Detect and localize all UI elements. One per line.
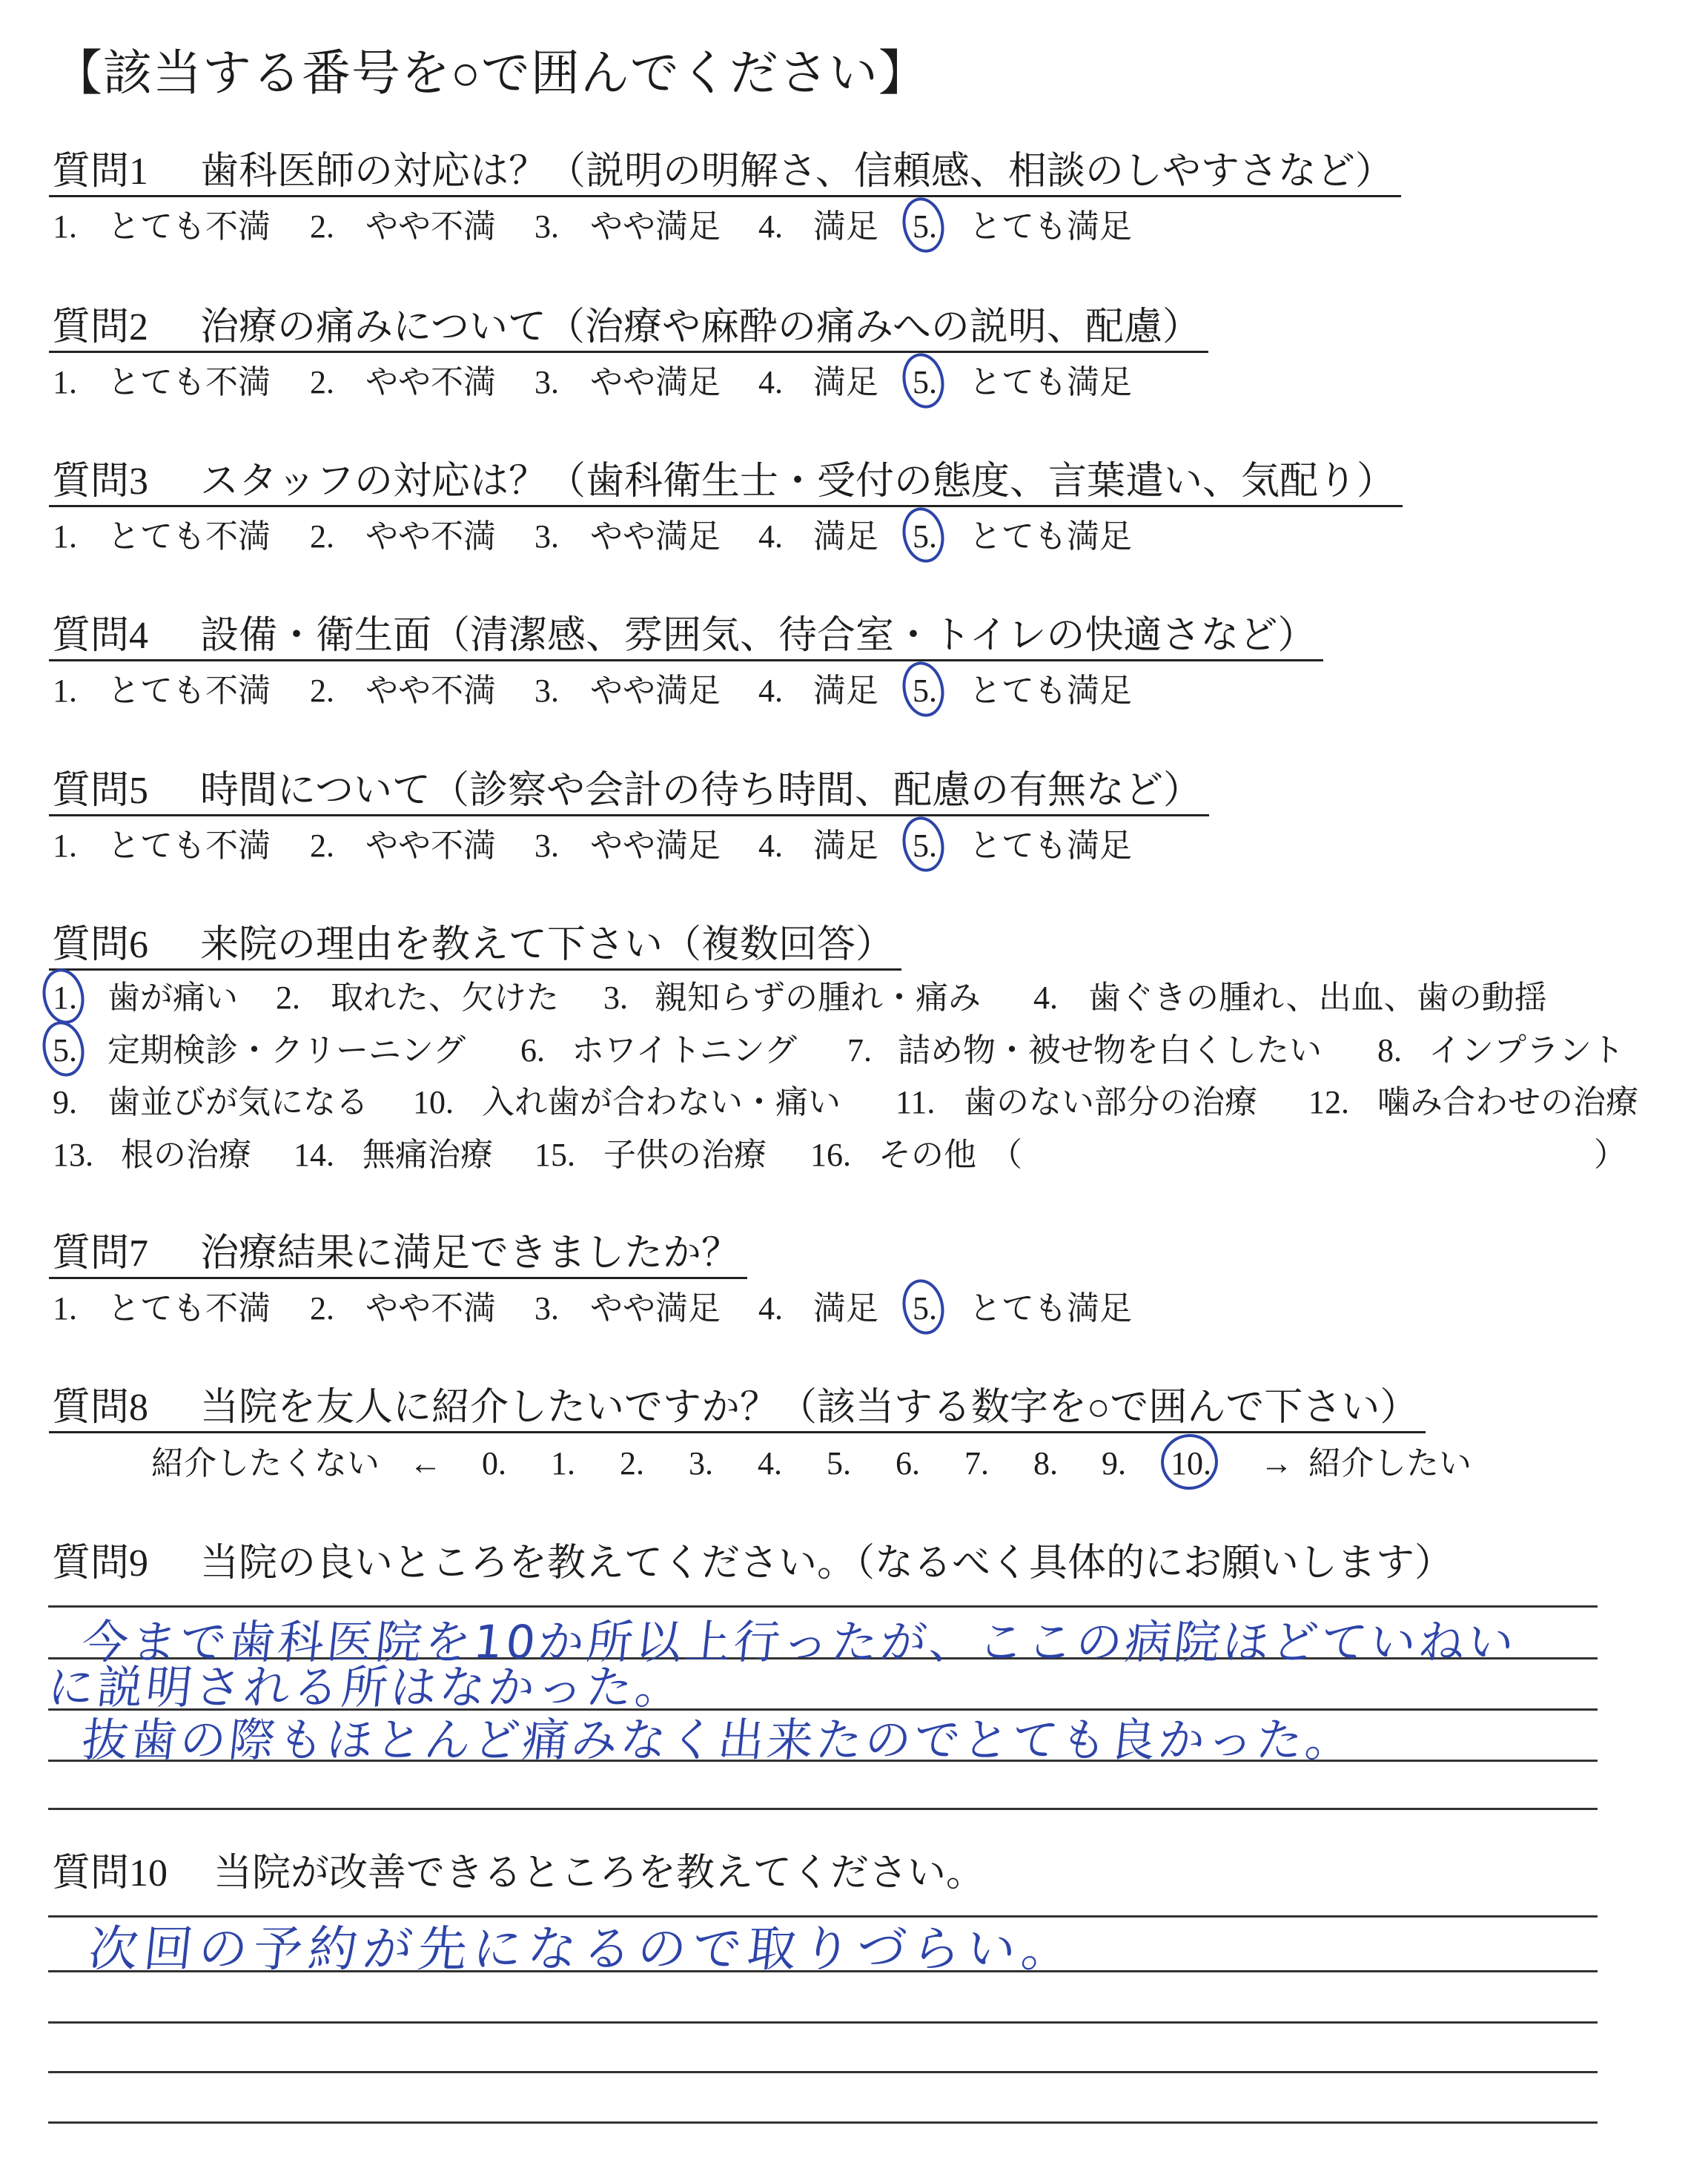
option-4-number: 4. — [758, 673, 783, 709]
scale-0: 0. — [482, 1445, 506, 1482]
question-number: 質問7 — [52, 1232, 149, 1275]
form-title: 【該当する番号を○で囲んでください】 — [53, 47, 928, 101]
question-10 — [0, 1851, 1708, 1978]
option-2-label: やや不満 — [365, 518, 496, 555]
rating-options — [0, 671, 1708, 710]
question-text: 治療の痛みについて（治療や麻酔の痛みへの説明、配慮） — [200, 306, 1201, 349]
reason-4-label: 歯ぐきの腫れ、出血、歯の動揺 — [1088, 980, 1547, 1016]
scale-8: 8. — [1033, 1445, 1058, 1482]
option-5-number: 5. — [913, 364, 937, 400]
question-1 — [0, 149, 1708, 245]
scale-right-label: 紹介したい — [1308, 1445, 1472, 1482]
option-3-number: 3. — [534, 673, 559, 709]
reason-14-label: 無痛治療 — [363, 1137, 493, 1173]
question-7 — [0, 1231, 1708, 1327]
option-3-number: 3. — [534, 364, 559, 400]
option-5-number: 5. — [913, 1290, 937, 1327]
question-number: 質問2 — [52, 306, 149, 349]
question-heading — [49, 1385, 1426, 1433]
reason-11-label: 歯のない部分の治療 — [964, 1084, 1257, 1120]
option-3-number: 3. — [534, 518, 559, 555]
scale-2: 2. — [620, 1445, 644, 1482]
option-2-label: やや不満 — [365, 364, 496, 400]
option-4-number: 4. — [758, 1290, 783, 1327]
option-5-label: とても満足 — [969, 673, 1132, 709]
option-1-number: 1. — [53, 673, 77, 709]
option-2-number: 2. — [310, 828, 334, 864]
option-3-number: 3. — [534, 828, 559, 864]
option-1-number: 1. — [53, 518, 77, 555]
option-3-label: やや満足 — [590, 208, 721, 245]
question-text: 当院が改善できるところを教えてください。 — [214, 1852, 985, 1895]
option-1-label: とても不満 — [107, 518, 271, 555]
reason-8-label: インプラント — [1429, 1032, 1624, 1069]
option-4-number: 4. — [758, 364, 783, 400]
reason-6-number: 6. — [520, 1032, 545, 1069]
reason-2-label: 取れた、欠けた — [331, 980, 559, 1016]
reason-12-number: 12. — [1308, 1084, 1349, 1120]
reason-options-row-4 — [0, 1135, 1708, 1175]
reason-10-number: 10. — [413, 1084, 454, 1120]
option-1-number: 1. — [53, 208, 77, 245]
option-2-label: やや不満 — [365, 1290, 496, 1327]
reason-12-label: 噛み合わせの治療 — [1377, 1084, 1638, 1120]
question-number: 質問5 — [52, 770, 149, 812]
option-2-number: 2. — [310, 673, 334, 709]
question-text: 時間について（診察や会計の待ち時間、配慮の有無など） — [200, 770, 1202, 812]
question-number: 質問3 — [52, 460, 149, 503]
ruled-line — [48, 1915, 1598, 1918]
reason-13-label: 根の治療 — [121, 1137, 251, 1173]
reason-10-label: 入れ歯が合わない・痛い — [482, 1084, 841, 1120]
question-text: 当院を友人に紹介したいですか？（該当する数字を○で囲んで下さい） — [200, 1387, 1419, 1429]
question-text: 設備・衛生面（清潔感、雰囲気、待合室・トイレの快適さなど） — [200, 615, 1317, 657]
option-5-number: 5. — [913, 828, 937, 864]
option-3-label: やや満足 — [590, 673, 721, 709]
option-1-label: とても不満 — [107, 364, 271, 400]
question-heading — [49, 1231, 747, 1279]
option-1-number: 1. — [53, 828, 77, 864]
scale-7: 7. — [964, 1445, 989, 1482]
option-4-label: 満足 — [813, 828, 878, 864]
option-1-label: とても不満 — [107, 673, 271, 709]
reason-3-label: 親知らずの腫れ・痛み — [655, 980, 981, 1016]
option-5-number: 5. — [913, 518, 937, 555]
question-number: 質問6 — [52, 924, 149, 966]
reason-7-label: 詰め物・被せ物を白くしたい — [898, 1032, 1322, 1069]
option-5-label: とても満足 — [969, 364, 1132, 400]
rating-options — [0, 517, 1708, 556]
option-4-number: 4. — [758, 828, 783, 864]
scale-9: 9. — [1102, 1445, 1126, 1482]
question-number: 質問1 — [52, 151, 149, 193]
reason-16-label: その他 — [878, 1137, 976, 1173]
reason-options-row-3 — [0, 1083, 1708, 1122]
scale-5: 5. — [827, 1445, 851, 1482]
option-2-label: やや不満 — [365, 673, 496, 709]
handwritten-answer-line-3: 抜歯の際もほとんど痛みなく出来たのでとても良かった。 — [79, 1713, 1357, 1767]
option-2-number: 2. — [310, 518, 334, 555]
question-heading — [49, 613, 1323, 661]
question-heading — [49, 1851, 992, 1897]
option-5-number: 5. — [913, 208, 937, 245]
ruled-line — [48, 2121, 1598, 2124]
reason-1-number: 1. — [53, 980, 77, 1016]
rating-options — [0, 1289, 1708, 1328]
reason-5-number: 5. — [53, 1032, 77, 1069]
question-5 — [0, 768, 1708, 864]
question-heading — [49, 149, 1401, 197]
question-heading — [49, 922, 901, 971]
question-number: 質問8 — [52, 1387, 149, 1429]
ruled-line — [48, 2071, 1598, 2073]
reason-7-number: 7. — [847, 1032, 872, 1069]
reason-15-number: 15. — [534, 1137, 575, 1173]
option-3-label: やや満足 — [590, 518, 721, 555]
option-4-label: 満足 — [813, 208, 878, 245]
option-2-number: 2. — [310, 1290, 334, 1327]
question-text: 治療結果に満足できましたか？ — [200, 1232, 741, 1275]
question-text: 当院の良いところを教えてください。（なるべく具体的にお願いします） — [200, 1542, 1454, 1585]
option-1-number: 1. — [53, 1290, 77, 1327]
question-text: スタッフの対応は？（歯科衛生士・受付の態度、言葉遣い、気配り） — [200, 460, 1396, 503]
ruled-line — [48, 1808, 1598, 1810]
option-4-label: 満足 — [813, 673, 878, 709]
scale-6: 6. — [896, 1445, 920, 1482]
question-3 — [0, 459, 1708, 555]
other-open-paren: （ — [990, 1137, 1022, 1173]
rating-options — [0, 826, 1708, 865]
rating-options — [0, 207, 1708, 246]
question-number: 質問10 — [52, 1852, 168, 1895]
other-close-paren: ） — [1594, 1137, 1626, 1173]
question-text: 来院の理由を教えて下さい（複数回答） — [200, 924, 895, 966]
option-1-label: とても不満 — [107, 828, 271, 864]
option-5-label: とても満足 — [969, 208, 1132, 245]
question-6 — [0, 922, 1708, 1173]
option-1-label: とても不満 — [107, 208, 271, 245]
question-heading — [49, 768, 1209, 816]
reason-options-row-1 — [0, 978, 1708, 1017]
handwritten-answer-line-1: 今まで歯科医院を10か所以上行ったが、ここの病院ほどていねい — [79, 1615, 1520, 1669]
left-arrow-icon: ← — [409, 1445, 442, 1482]
handwritten-answer-line-1: 次回の予約が先になるので取りづらい。 — [86, 1920, 1080, 1978]
ruled-line — [48, 2021, 1598, 2024]
question-number: 質問4 — [52, 615, 149, 657]
question-heading — [49, 459, 1403, 507]
recommend-scale — [0, 1444, 1708, 1483]
reason-14-number: 14. — [294, 1137, 334, 1173]
question-heading — [49, 1541, 1460, 1587]
option-4-label: 満足 — [813, 1290, 878, 1327]
option-2-number: 2. — [310, 364, 334, 400]
option-3-label: やや満足 — [590, 1290, 721, 1327]
right-arrow-icon: → — [1260, 1445, 1293, 1482]
handwritten-answer-line-2: に説明される所はなかった。 — [45, 1660, 687, 1714]
scale-4: 4. — [758, 1445, 782, 1482]
reason-options-row-2 — [0, 1031, 1708, 1070]
option-5-label: とても満足 — [969, 828, 1132, 864]
reason-11-number: 11. — [896, 1084, 936, 1120]
reason-3-number: 3. — [603, 980, 628, 1016]
option-3-number: 3. — [534, 1290, 559, 1327]
option-2-number: 2. — [310, 208, 334, 245]
reason-1-label: 歯が痛い — [107, 980, 238, 1016]
ruled-line — [48, 1605, 1598, 1608]
rating-options — [0, 363, 1708, 402]
question-4 — [0, 613, 1708, 709]
option-2-label: やや不満 — [365, 828, 496, 864]
reason-15-label: 子供の治療 — [603, 1137, 767, 1173]
scale-left-label: 紹介したくない — [151, 1445, 380, 1482]
reason-8-number: 8. — [1377, 1032, 1402, 1069]
option-3-label: やや満足 — [590, 364, 721, 400]
question-text: 歯科医師の対応は？（説明の明解さ、信頼感、相談のしやすさなど） — [200, 151, 1394, 193]
scale-1: 1. — [551, 1445, 575, 1482]
option-3-label: やや満足 — [590, 828, 721, 864]
question-2 — [0, 305, 1708, 400]
reason-4-number: 4. — [1033, 980, 1058, 1016]
option-2-label: やや不満 — [365, 208, 496, 245]
reason-9-label: 歯並びが気になる — [107, 1084, 368, 1120]
option-5-number: 5. — [913, 673, 937, 709]
reason-6-label: ホワイトニング — [572, 1032, 798, 1069]
option-5-label: とても満足 — [969, 1290, 1132, 1327]
option-5-label: とても満足 — [969, 518, 1132, 555]
reason-9-number: 9. — [53, 1084, 77, 1120]
question-9 — [0, 1541, 1708, 1767]
option-4-label: 満足 — [813, 518, 878, 555]
reason-2-number: 2. — [276, 980, 300, 1016]
option-3-number: 3. — [534, 208, 559, 245]
option-1-number: 1. — [53, 364, 77, 400]
question-8 — [0, 1385, 1708, 1482]
option-1-label: とても不満 — [107, 1290, 271, 1327]
option-4-number: 4. — [758, 518, 783, 555]
reason-5-label: 定期検診・クリーニング — [107, 1032, 466, 1069]
reason-16-number: 16. — [810, 1137, 851, 1173]
option-4-number: 4. — [758, 208, 783, 245]
scale-3: 3. — [689, 1445, 713, 1482]
scale-10: 10. — [1171, 1445, 1211, 1482]
question-heading — [49, 305, 1208, 353]
question-number: 質問9 — [52, 1542, 149, 1585]
reason-13-number: 13. — [53, 1137, 93, 1173]
option-4-label: 満足 — [813, 364, 878, 400]
